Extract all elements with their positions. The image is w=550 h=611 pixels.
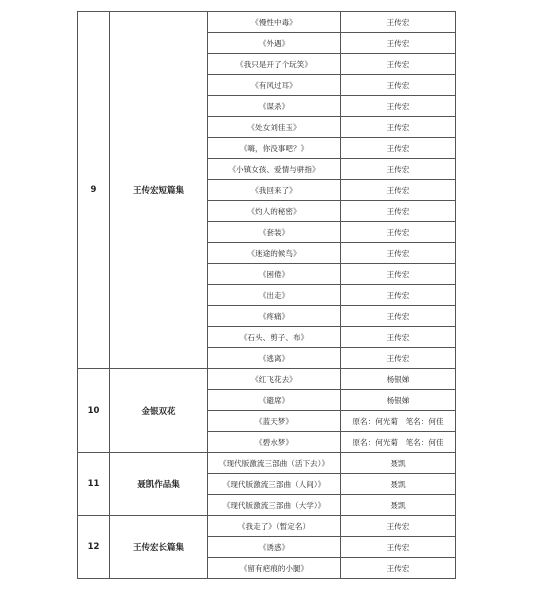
work-author: 王传宏 (341, 159, 456, 180)
document-page (77, 11, 456, 579)
work-author: 王传宏 (341, 285, 456, 306)
work-author: 聂凯 (341, 453, 456, 474)
table-row (78, 516, 456, 537)
works-table (77, 11, 456, 579)
work-author: 王传宏 (341, 201, 456, 222)
table-row (78, 369, 456, 390)
work-author: 王传宏 (341, 348, 456, 369)
work-title: 《现代版激流三部曲（大学）》 (208, 495, 341, 516)
work-author: 王传宏 (341, 138, 456, 159)
work-author: 聂凯 (341, 495, 456, 516)
collection-name: 王传宏短篇集 (110, 12, 208, 369)
work-title: 《我只是开了个玩笑》 (208, 54, 341, 75)
work-author: 王传宏 (341, 33, 456, 54)
work-title: 《套装》 (208, 222, 341, 243)
work-author: 王传宏 (341, 96, 456, 117)
work-title: 《疼痛》 (208, 306, 341, 327)
collection-name: 金银双花 (110, 369, 208, 453)
work-title: 《困倦》 (208, 264, 341, 285)
work-title: 《迷途的候鸟》 (208, 243, 341, 264)
work-author: 王传宏 (341, 558, 456, 579)
group-number: 12 (78, 516, 110, 579)
work-title: 《蓝天梦》 (208, 411, 341, 432)
work-author: 原名：何光菊 笔名：何佳 (341, 432, 456, 453)
work-title: 《出走》 (208, 285, 341, 306)
work-author: 王传宏 (341, 243, 456, 264)
work-author: 王传宏 (341, 327, 456, 348)
work-author: 王传宏 (341, 222, 456, 243)
work-title: 《石头、剪子、布》 (208, 327, 341, 348)
group-number: 11 (78, 453, 110, 516)
table-row (78, 453, 456, 474)
work-title: 《逃离》 (208, 348, 341, 369)
collection-name: 聂凯作品集 (110, 453, 208, 516)
work-title: 《现代版激流三部曲（人间）》 (208, 474, 341, 495)
work-title: 《谋杀》 (208, 96, 341, 117)
group-number: 9 (78, 12, 110, 369)
work-title: 《现代版激流三部曲（活下去）》 (208, 453, 341, 474)
work-title: 《灼人的秘密》 (208, 201, 341, 222)
work-author: 王传宏 (341, 264, 456, 285)
work-title: 《有风过耳》 (208, 75, 341, 96)
work-author: 王传宏 (341, 537, 456, 558)
work-title: 《处女刘佳玉》 (208, 117, 341, 138)
work-title: 《外遇》 (208, 33, 341, 54)
work-author: 原名：何光菊 笔名：何佳 (341, 411, 456, 432)
work-title: 《我走了》（暂定名） (208, 516, 341, 537)
work-author: 王传宏 (341, 306, 456, 327)
work-title: 《避席》 (208, 390, 341, 411)
work-title: 《红飞花去》 (208, 369, 341, 390)
work-title: 《嗨，你没事吧？》 (208, 138, 341, 159)
collection-name: 王传宏长篇集 (110, 516, 208, 579)
work-title: 《碧水梦》 (208, 432, 341, 453)
works-table-body (78, 12, 456, 579)
work-title: 《诱惑》 (208, 537, 341, 558)
work-title: 《小镇女孩、爱情与骈指》 (208, 159, 341, 180)
work-title: 《我回来了》 (208, 180, 341, 201)
work-author: 杨银娣 (341, 369, 456, 390)
work-author: 王传宏 (341, 180, 456, 201)
work-author: 王传宏 (341, 54, 456, 75)
work-author: 王传宏 (341, 516, 456, 537)
work-title: 《慢性中毒》 (208, 12, 341, 33)
work-author: 王传宏 (341, 75, 456, 96)
group-number: 10 (78, 369, 110, 453)
work-author: 王传宏 (341, 117, 456, 138)
work-title: 《留有疤痕的小腿》 (208, 558, 341, 579)
table-row (78, 12, 456, 33)
work-author: 杨银娣 (341, 390, 456, 411)
work-author: 王传宏 (341, 12, 456, 33)
work-author: 聂凯 (341, 474, 456, 495)
